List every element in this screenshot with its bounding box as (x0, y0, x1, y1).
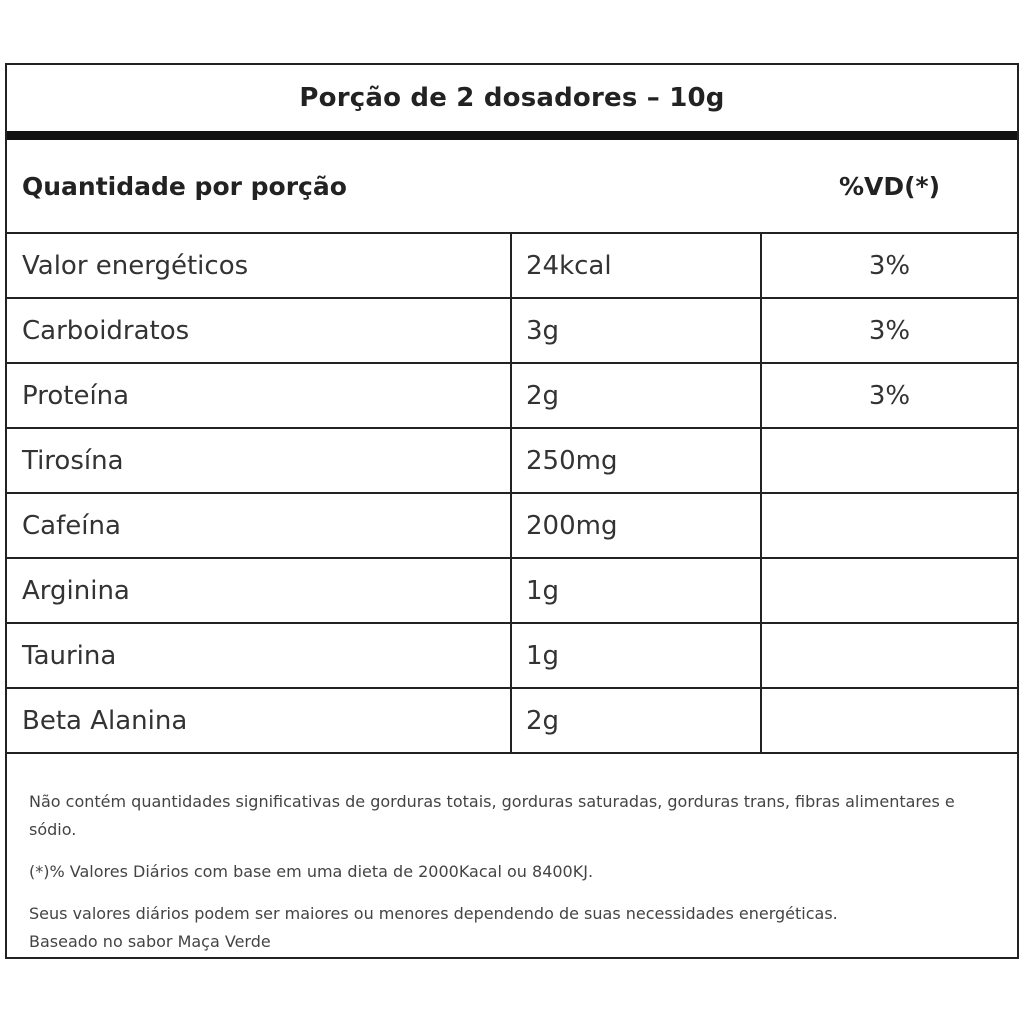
nutrient-name: Tirosína (7, 429, 512, 492)
nutrient-daily-value: 3% (868, 380, 911, 411)
table-row (7, 559, 1017, 624)
table-row (7, 299, 1017, 364)
nutrient-rows (7, 234, 1017, 754)
table-row (7, 624, 1017, 689)
table-header (7, 140, 1017, 234)
nutrient-name: Proteína (7, 364, 512, 427)
table-row (7, 234, 1017, 299)
table-row (7, 689, 1017, 754)
nutrient-name: Valor energéticos (7, 234, 512, 297)
nutrient-daily-value: 3% (868, 250, 911, 281)
nutrient-daily-value (762, 429, 1017, 492)
nutrition-facts-table (5, 63, 1019, 959)
nutrient-amount: 3g (512, 299, 762, 362)
footnotes (29, 788, 989, 970)
table-row (7, 364, 1017, 429)
nutrient-amount: 2g (512, 364, 762, 427)
table-row (7, 429, 1017, 494)
nutrient-amount: 200mg (512, 494, 762, 557)
nutrient-amount: 1g (512, 624, 762, 687)
nutrient-daily-value (762, 494, 1017, 557)
footnote-not-significant: Não contém quantidades significativas de gorduras totais, gorduras saturadas, gorduras trans, fibras alimentares e sódio. (29, 792, 955, 839)
nutrient-daily-value (762, 559, 1017, 622)
thick-divider (7, 131, 1017, 140)
footnote-energy-needs (29, 900, 989, 956)
nutrient-daily-value (762, 624, 1017, 687)
nutrient-daily-value: 3% (868, 315, 911, 346)
footnote-energy-needs-text: Seus valores diários podem ser maiores ou menores dependendo de suas necessidades energéticas. (29, 904, 838, 923)
nutrient-daily-value (762, 689, 1017, 752)
nutrient-amount: 250mg (512, 429, 762, 492)
nutrient-name: Taurina (7, 624, 512, 687)
portion-size-title: Porção de 2 dosadores – 10g (299, 83, 725, 113)
footnote-flavor: Baseado no sabor Maça Verde (29, 932, 271, 951)
footnote-daily-values-basis: (*)% Valores Diários com base em uma dieta de 2000Kacal ou 8400KJ. (29, 862, 594, 881)
nutrient-name: Carboidratos (7, 299, 512, 362)
header-daily-value-label: %VD(*) (838, 171, 941, 201)
nutrient-amount: 2g (512, 689, 762, 752)
header-quantity-label: Quantidade por porção (22, 171, 347, 201)
nutrient-amount: 24kcal (512, 234, 762, 297)
nutrient-name: Cafeína (7, 494, 512, 557)
table-row (7, 494, 1017, 559)
nutrient-name: Arginina (7, 559, 512, 622)
nutrient-name: Beta Alanina (7, 689, 512, 752)
nutrient-amount: 1g (512, 559, 762, 622)
